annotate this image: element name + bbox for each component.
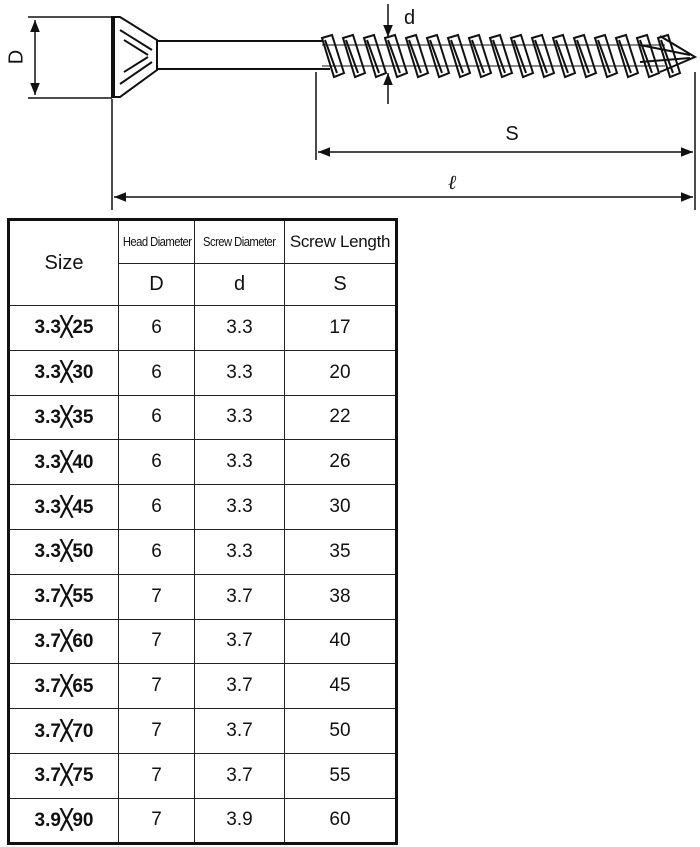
table-header-row bbox=[9, 220, 397, 264]
size-cell: 3.3╳50 bbox=[9, 529, 119, 574]
head-diameter-dimension bbox=[28, 17, 112, 98]
screw-length-cell: 50 bbox=[285, 709, 397, 754]
table-row bbox=[9, 485, 397, 530]
header-size: Size bbox=[9, 220, 119, 306]
screw-length-cell: 38 bbox=[285, 574, 397, 619]
table-row bbox=[9, 709, 397, 754]
screw-diameter-cell: 3.3 bbox=[195, 350, 285, 395]
head-diameter-cell: 7 bbox=[119, 753, 195, 798]
screw-length-cell: 60 bbox=[285, 798, 397, 843]
screw-diameter-label: d bbox=[404, 7, 416, 29]
table-row bbox=[9, 753, 397, 798]
screw-length-cell: 20 bbox=[285, 350, 397, 395]
screw-length-label: S bbox=[505, 123, 519, 145]
screw-length-cell: 17 bbox=[285, 306, 397, 351]
size-cell: 3.7╳65 bbox=[9, 664, 119, 709]
head-diameter-cell: 7 bbox=[119, 709, 195, 754]
head-diameter-cell: 6 bbox=[119, 350, 195, 395]
screw-head bbox=[112, 17, 157, 97]
head-diameter-cell: 6 bbox=[119, 485, 195, 530]
screw-length-cell: 55 bbox=[285, 753, 397, 798]
size-cell: 3.9╳90 bbox=[9, 798, 119, 843]
size-cell: 3.3╳40 bbox=[9, 440, 119, 485]
table-row bbox=[9, 664, 397, 709]
screw-length-cell: 35 bbox=[285, 529, 397, 574]
size-cell: 3.3╳45 bbox=[9, 485, 119, 530]
header-symbol-d: d bbox=[195, 264, 285, 306]
screw-drawing bbox=[0, 0, 700, 215]
size-cell: 3.3╳30 bbox=[9, 350, 119, 395]
header-symbol-D: D bbox=[119, 264, 195, 306]
table-row bbox=[9, 574, 397, 619]
header-head-diameter bbox=[119, 220, 195, 264]
screw-diameter-cell: 3.9 bbox=[195, 798, 285, 843]
total-length-dimension bbox=[112, 99, 693, 210]
spec-table bbox=[7, 218, 398, 845]
table-row bbox=[9, 395, 397, 440]
header-screw-length-text: Screw Length bbox=[289, 232, 391, 251]
head-diameter-label: D bbox=[5, 49, 28, 65]
header-screw-diameter-text: Screw Diameter bbox=[203, 235, 276, 249]
head-diameter-cell: 6 bbox=[119, 395, 195, 440]
header-screw-length bbox=[285, 220, 397, 264]
header-head-diameter-text: Head Diameter bbox=[122, 235, 192, 249]
screw-length-cell: 22 bbox=[285, 395, 397, 440]
table-row bbox=[9, 306, 397, 351]
screw-diameter-cell: 3.7 bbox=[195, 574, 285, 619]
table-row bbox=[9, 440, 397, 485]
screw-diameter-cell: 3.7 bbox=[195, 709, 285, 754]
size-cell: 3.3╳25 bbox=[9, 306, 119, 351]
total-length-label: ℓ bbox=[447, 172, 457, 194]
head-diameter-cell: 7 bbox=[119, 798, 195, 843]
screw-length-cell: 40 bbox=[285, 619, 397, 664]
screw-length-cell: 30 bbox=[285, 485, 397, 530]
screw-thread bbox=[322, 35, 680, 77]
table-row bbox=[9, 529, 397, 574]
screw-length-cell: 45 bbox=[285, 664, 397, 709]
head-diameter-cell: 6 bbox=[119, 306, 195, 351]
screw-diameter-cell: 3.3 bbox=[195, 395, 285, 440]
screw-length-cell: 26 bbox=[285, 440, 397, 485]
size-cell: 3.7╳75 bbox=[9, 753, 119, 798]
header-symbol-S: S bbox=[285, 264, 397, 306]
screw-diameter-cell: 3.3 bbox=[195, 440, 285, 485]
head-diameter-cell: 7 bbox=[119, 664, 195, 709]
size-cell: 3.3╳35 bbox=[9, 395, 119, 440]
head-diameter-cell: 7 bbox=[119, 619, 195, 664]
screw-shank bbox=[157, 41, 330, 69]
size-cell: 3.7╳55 bbox=[9, 574, 119, 619]
screw-diameter-cell: 3.7 bbox=[195, 619, 285, 664]
screw-diameter-cell: 3.7 bbox=[195, 664, 285, 709]
head-diameter-cell: 6 bbox=[119, 440, 195, 485]
size-cell: 3.7╳60 bbox=[9, 619, 119, 664]
screw-diameter-cell: 3.3 bbox=[195, 306, 285, 351]
table-row bbox=[9, 798, 397, 843]
head-diameter-cell: 7 bbox=[119, 574, 195, 619]
screw-diameter-cell: 3.7 bbox=[195, 753, 285, 798]
head-diameter-cell: 6 bbox=[119, 529, 195, 574]
table-body bbox=[9, 306, 397, 844]
table-row bbox=[9, 350, 397, 395]
screw-diameter-cell: 3.3 bbox=[195, 529, 285, 574]
screw-diameter-cell: 3.3 bbox=[195, 485, 285, 530]
header-screw-diameter bbox=[195, 220, 285, 264]
table-row bbox=[9, 619, 397, 664]
size-cell: 3.7╳70 bbox=[9, 709, 119, 754]
